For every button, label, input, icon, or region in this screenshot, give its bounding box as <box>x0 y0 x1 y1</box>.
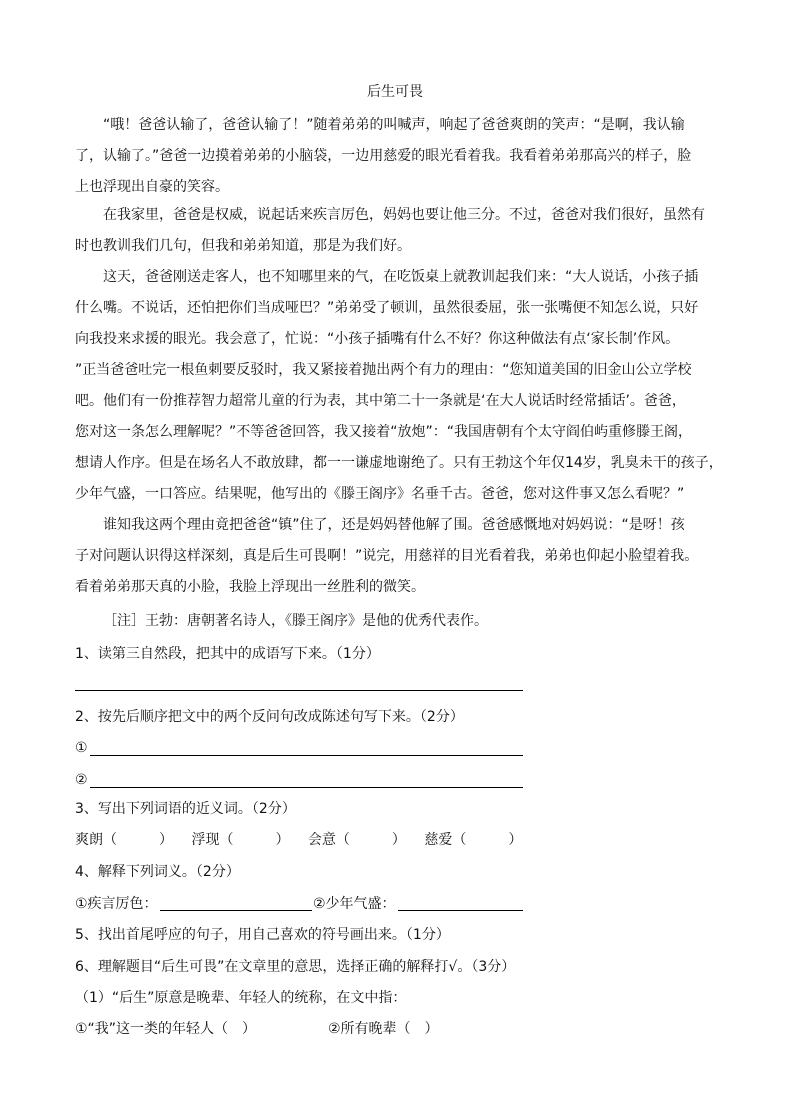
text-line: 吧。他们有一份推荐智力超常儿童的行为表，其中第二十一条就是‘在大人说话时经常插话’。爸爸， <box>75 393 686 409</box>
text-line: “哦！爸爸认输了，爸爸认输了！”随着弟弟的叫喊声，响起了爸爸爽朗的笑声：“是啊，我认输 <box>103 117 685 133</box>
article-title: 后生可畏 <box>367 84 423 100</box>
paragraph-4 <box>75 510 725 603</box>
synonym-item[interactable]: 浮现（ ） <box>191 832 290 848</box>
text-line: ”正当爸爸吐完一根鱼刺要反驳时，我又紧接着抛出两个有力的理由：“您知道美国的旧金山公立学校 <box>75 362 692 378</box>
paragraph-1 <box>75 110 725 203</box>
question-4: 4、解释下列词义。（2分） <box>75 864 240 880</box>
answer-mark-1: ① <box>75 740 88 756</box>
question-6-1: （1）“后生”原意是晚辈、年轻人的统称，在文中指： <box>75 990 407 1006</box>
paragraph-2 <box>75 200 725 262</box>
text-line: 在我家里，爸爸是权威，说起话来疾言厉色，妈妈也要让他三分。不过，爸爸对我们很好，虽然有 <box>103 207 705 223</box>
text-line: 您对这一条怎么理解呢？”不等爸爸回答，我又接着“放炮”：“我国唐朝有个太守阎伯屿重修滕王阁， <box>75 424 693 440</box>
synonym-row <box>75 830 536 850</box>
text-line: 少年气盛，一口答应。结果呢，他写出的《滕王阁序》名垂千古。爸爸，您对这件事又怎么看呢？” <box>75 486 685 502</box>
text-line: 这天，爸爸刚送走客人，也不知哪里来的气，在吃饭桌上就教训起我们来：“大人说话，小孩子插 <box>103 269 699 285</box>
answer-mark-2: ② <box>75 772 88 788</box>
question-3: 3、写出下列词语的近义词。（2分） <box>75 801 296 817</box>
question-5: 5、找出首尾呼应的句子，用自己喜欢的符号画出来。（1分） <box>75 927 450 943</box>
question-6: 6、理解题目“后生可畏”在文章里的意思，选择正确的解释打√。（3分） <box>75 959 516 975</box>
footnote: ［注］王勃：唐朝著名诗人，《滕王阁序》是他的优秀代表作。 <box>103 613 488 629</box>
text-line: 看着弟弟那天真的小脸，我脸上浮现出一丝胜利的微笑。 <box>75 579 425 595</box>
paragraph-3 <box>75 262 725 510</box>
text-line: 上也浮现出自豪的笑容。 <box>75 179 229 195</box>
text-line: 子对问题认识得这样深刻，真是后生可畏啊！”说完，用慈祥的目光看着我，弟弟也仰起小脸望着我。 <box>75 548 699 564</box>
text-line: 什么嘴。不说话，还怕把你们当成哑巴？”弟弟受了顿训，虽然很委屈，张一张嘴便不知怎么说，只好 <box>75 300 699 316</box>
answer-line-2a[interactable] <box>90 755 523 756</box>
text-line: 想请人作序。但是在场名人不敢放肆，都一一谦虚地谢绝了。只有王勃这个年仅14岁，乳臭未干的孩子， <box>75 455 723 471</box>
answer-line-1[interactable] <box>75 690 523 691</box>
answer-line-2b[interactable] <box>90 787 523 788</box>
synonym-item[interactable]: 会意（ ） <box>307 832 406 848</box>
question-2: 2、按先后顺序把文中的两个反问句改成陈述句写下来。（2分） <box>75 709 464 725</box>
definition-label-1: ①疾言厉色： <box>75 896 158 912</box>
question-1: 1、读第三自然段，把其中的成语写下来。（1分） <box>75 646 380 662</box>
synonym-item[interactable]: 慈爱（ ） <box>424 832 523 848</box>
text-line: 了，认输了。”爸爸一边摸着弟弟的小脑袋，一边用慈爱的眼光看着我。我看着弟弟那高兴的样子，脸 <box>75 148 692 164</box>
option-1[interactable]: ①“我”这一类的年轻人（ ） <box>75 1021 257 1037</box>
definition-line-2[interactable] <box>398 910 523 911</box>
definition-label-2: ②少年气盛： <box>313 896 396 912</box>
text-line: 时也教训我们几句，但我和弟弟知道，那是为我们好。 <box>75 238 411 254</box>
option-2[interactable]: ②所有晚辈（ ） <box>328 1021 439 1037</box>
synonym-item[interactable]: 爽朗（ ） <box>75 832 173 848</box>
definition-line-1[interactable] <box>160 910 312 911</box>
text-line: 谁知我这两个理由竟把爸爸“镇”住了，还是妈妈替他解了围。爸爸感慨地对妈妈说：“是呀！孩 <box>103 517 685 533</box>
text-line: 向我投来求援的眼光。我会意了，忙说：“小孩子插嘴有什么不好？你这种做法有点‘家长制’作风。 <box>75 331 680 347</box>
